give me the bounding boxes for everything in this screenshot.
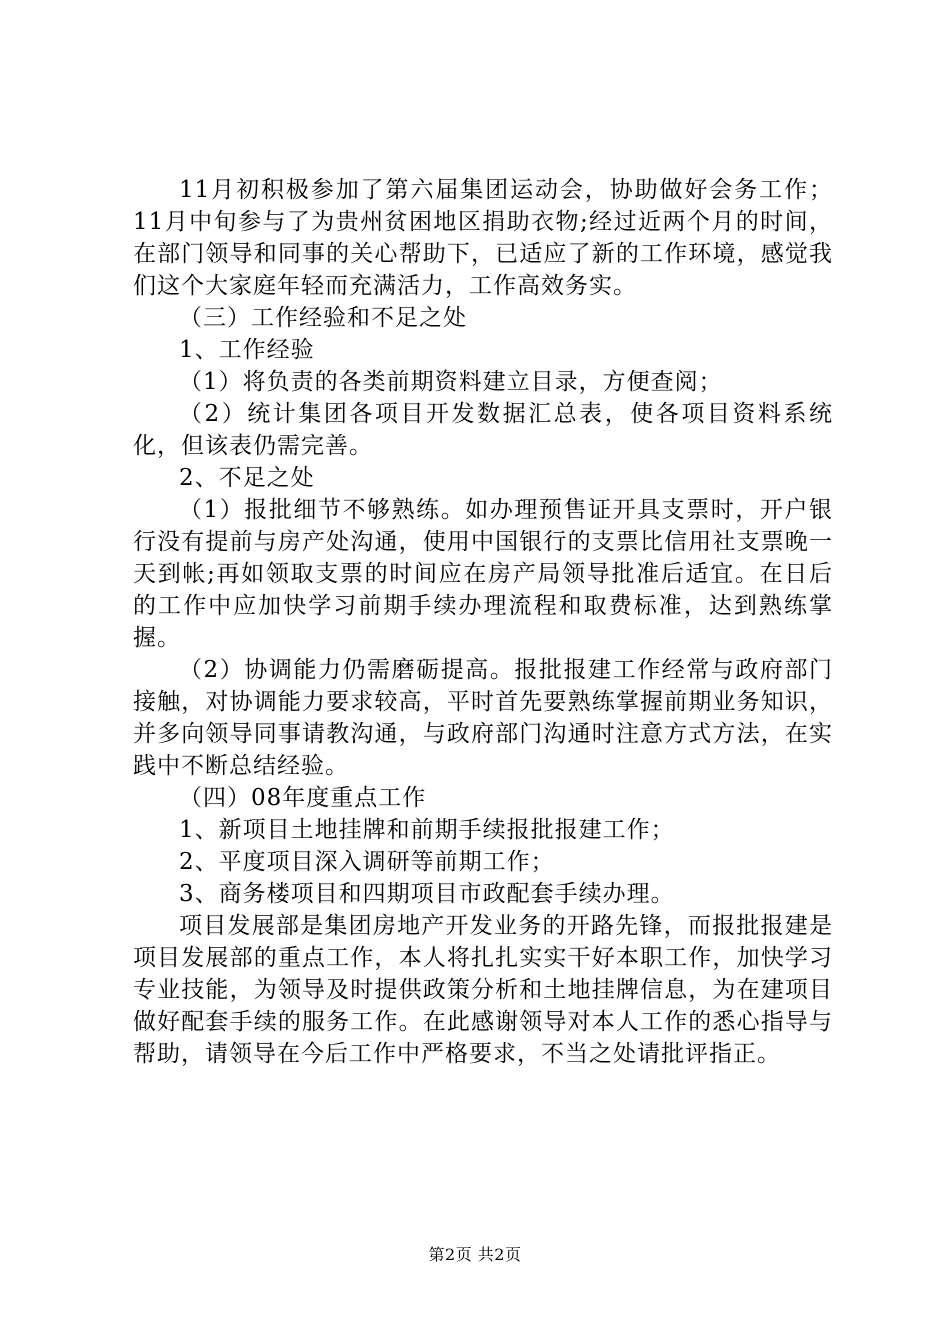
heading-experience-and-shortcomings: （三）工作经验和不足之处 (179, 305, 467, 331)
page-footer: 第2页 共2页 (428, 1245, 522, 1264)
item-key-work-2: 2、平度项目深入调研等前期工作； (179, 849, 555, 875)
item-experience-2: （2）统计集团各项目开发数据汇总表，使各项目资料系统化，但该表仍需完善。 (133, 401, 833, 459)
item-shortcoming-1: （1）报批细节不够熟练。如办理预售证开具支票时，开户银行没有提前与房产处沟通，使用中国银行的支票比信用社支票晚一天到帐;再如领取支票的时间应在房产局领导批准后适宜。在日后的工作中应加快学习前期手续办理流程和取费标准，达到熟练掌握。 (133, 497, 833, 651)
paragraph-sports-meet: 11月初积极参加了第六届集团运动会，协助做好会务工作；11月中旬参与了为贵州贫困地区捐助衣物;经过近两个月的时间，在部门领导和同事的关心帮助下，已适应了新的工作环境，感觉我们这个大家庭年轻而充满活力，工作高效务实。 (133, 177, 833, 299)
item-experience-1: （1）将负责的各类前期资料建立目录，方便查阅； (179, 369, 723, 395)
subheading-work-experience: 1、工作经验 (179, 337, 315, 363)
item-key-work-3: 3、商务楼项目和四期项目市政配套手续办理。 (179, 881, 675, 907)
subheading-shortcomings: 2、不足之处 (179, 465, 315, 491)
item-key-work-1: 1、新项目土地挂牌和前期手续报批报建工作； (179, 817, 675, 843)
paragraph-conclusion: 项目发展部是集团房地产开发业务的开路先锋，而报批报建是项目发展部的重点工作，本人将扎扎实实干好本职工作，加快学习专业技能，为领导及时提供政策分析和土地挂牌信息，为在建项目做好配套手续的服务工作。在此感谢领导对本人工作的悉心指导与帮助，请领导在今后工作中严格要求，不当之处请批评指正。 (133, 913, 833, 1067)
document-body (133, 174, 833, 1070)
item-shortcoming-2: （2）协调能力仍需磨砺提高。报批报建工作经常与政府部门接触，对协调能力要求较高，平时首先要熟练掌握前期业务知识，并多向领导同事请教沟通，与政府部门沟通时注意方式方法，在实践中不断总结经验。 (133, 657, 833, 779)
heading-key-work-08: （四）08年度重点工作 (179, 785, 427, 811)
